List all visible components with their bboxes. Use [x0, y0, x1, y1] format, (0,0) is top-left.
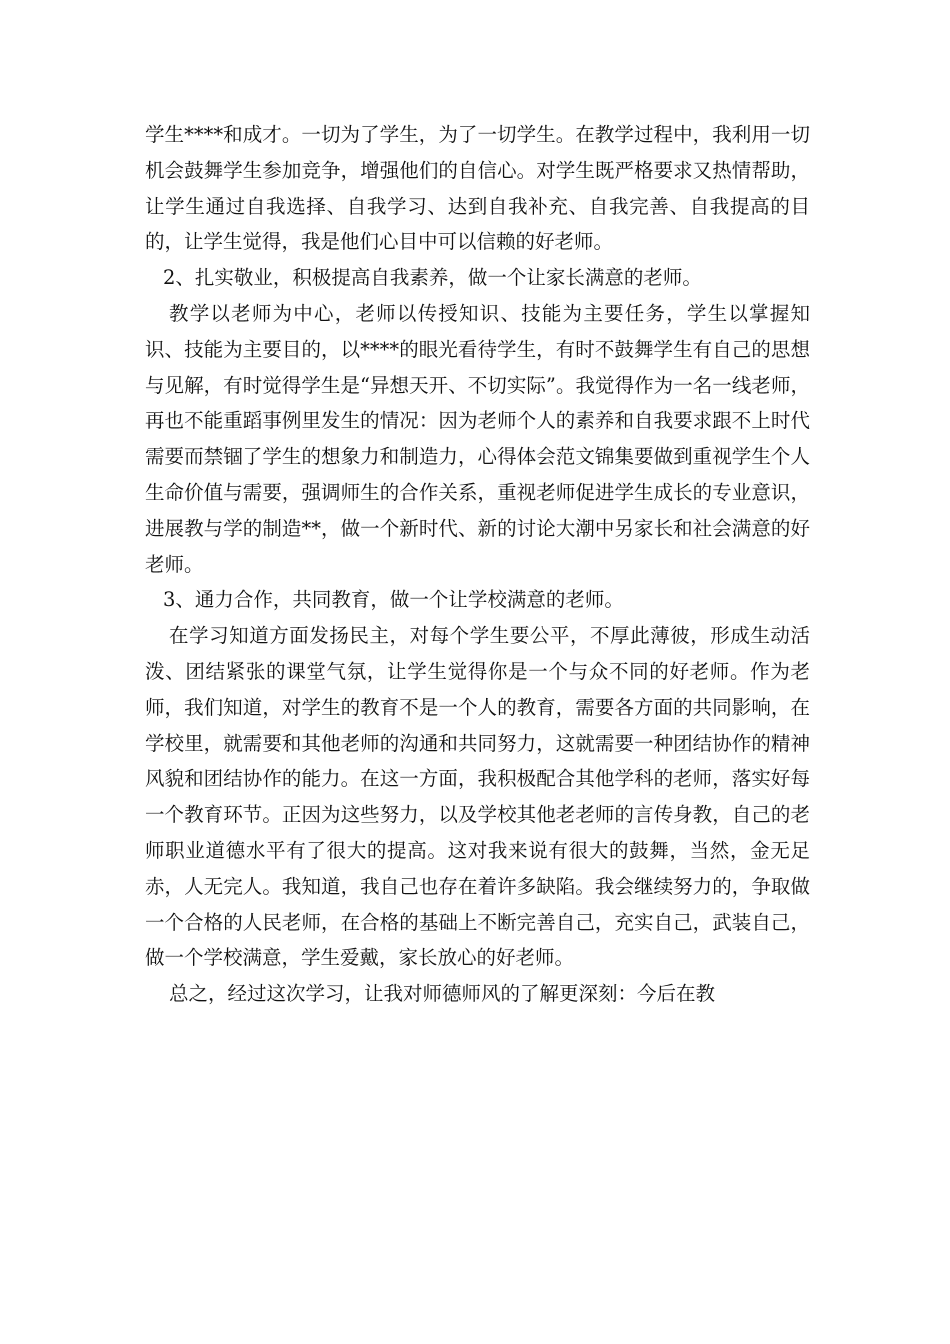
section-heading-2: 2、扎实敬业，积极提高自我素养，做一个让家长满意的老师。 [163, 266, 702, 290]
section-heading-3: 3、通力合作，共同教育，做一个让学校满意的老师。 [163, 588, 624, 612]
document-page [145, 117, 810, 1012]
paragraph-section-2: 教学以老师为中心，老师以传授知识、技能为主要任务，学生以掌握知识、技能为主要目的，以****的眼光看待学生，有时不鼓舞学生有自己的思想与见解，有时觉得学生是“异想天开、不切实际”。我觉得作为一名一线老师，再也不能重蹈事例里发生的情况：因为老师个人的素养和自我要求跟不上时代需要而禁锢了学生的想象力和制造力，心得体会范文锦集要做到重视学生个人生命价值与需要，强调师生的合作关系，重视老师促进学生成长的专业意识，进展教与学的制造**，做一个新时代、新的讨论大潮中另家长和社会满意的好老师。 [145, 301, 810, 576]
paragraph-continuation: 学生****和成才。一切为了学生，为了一切学生。在教学过程中，我利用一切机会鼓舞学生参加竞争，增强他们的自信心。对学生既严格要求又热情帮助，让学生通过自我选择、自我学习、达到自我补充、自我完善、自我提高的目的，让学生觉得，我是他们心目中可以信赖的好老师。 [145, 123, 810, 254]
paragraph-conclusion: 总之，经过这次学习，让我对师德师风的了解更深刻：今后在教 [169, 982, 716, 1006]
paragraph-section-3: 在学习知道方面发扬民主，对每个学生要公平，不厚此薄彼，形成生动活泼、团结紧张的课堂气氛，让学生觉得你是一个与众不同的好老师。作为老师，我们知道，对学生的教育不是一个人的教育，需要各方面的共同影响，在学校里，就需要和其他老师的沟通和共同努力，这就需要一种团结协作的精神风貌和团结协作的能力。在这一方面，我积极配合其他学科的老师，落实好每一个教育环节。正因为这些努力，以及学校其他老老师的言传身教，自己的老师职业道德水平有了很大的提高。这对我来说有很大的鼓舞，当然，金无足赤，人无完人。我知道，我自己也存在着许多缺陷。我会继续努力的，争取做一个合格的人民老师，在合格的基础上不断完善自己，充实自己，武装自己，做一个学校满意，学生爱戴，家长放心的好老师。 [145, 624, 810, 970]
